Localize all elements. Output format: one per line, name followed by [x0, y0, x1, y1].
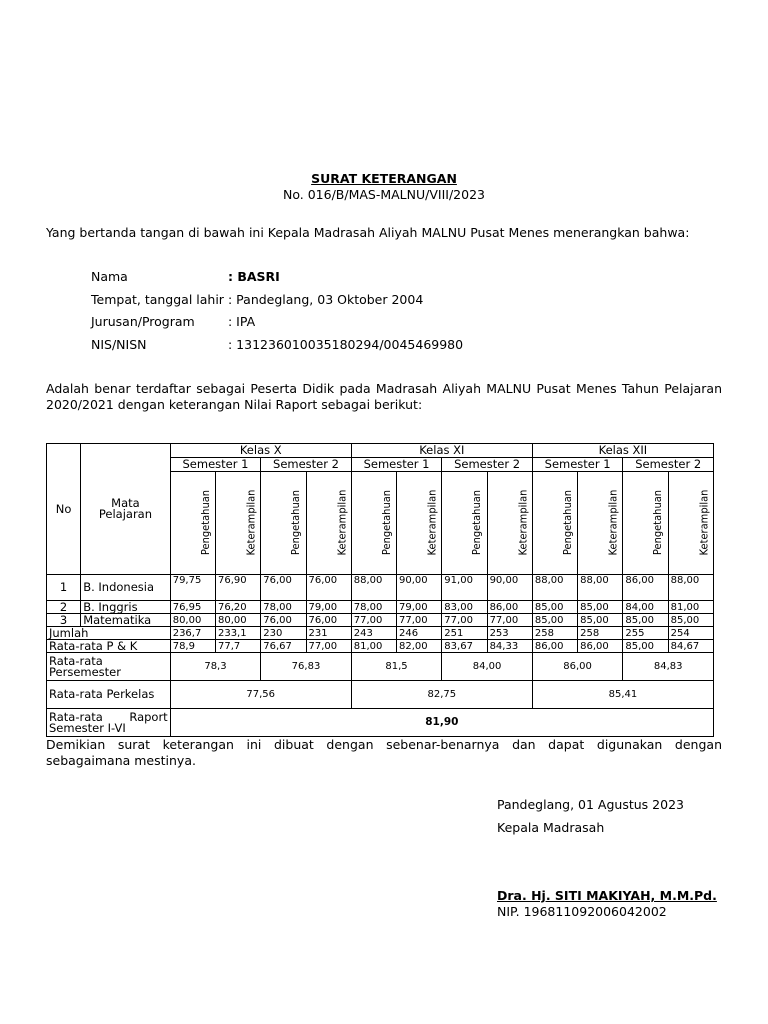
cell-value: 76,00 — [306, 575, 351, 601]
cell-value: 78,3 — [170, 653, 261, 681]
header-aspect: Keterampilan — [606, 489, 620, 556]
field-value-nama: : BASRI — [228, 269, 280, 284]
header-aspect: Keterampilan — [244, 489, 258, 556]
header-semester: Semester 2 — [442, 458, 533, 472]
cell-value: 84,00 — [442, 653, 533, 681]
field-label-nis: NIS/NISN — [91, 337, 147, 352]
cell-value: 76,95 — [170, 601, 215, 614]
cell-value: 243 — [351, 627, 396, 640]
field-value-nis: : 131236010035180294/0045469980 — [228, 337, 464, 352]
statement-paragraph: Adalah benar terdaftar sebagai Peserta Didik pada Madrasah Aliyah MALNU Pusat Menes Tahun Pelajaran 2020/2021 dengan keterangan Nilai Raport sebagai berikut: — [46, 381, 722, 412]
cell-value: 79,00 — [306, 601, 351, 614]
header-class: Kelas XI — [351, 444, 532, 458]
cell-value: 231 — [306, 627, 351, 640]
cell-value: 76,20 — [215, 601, 260, 614]
header-aspect: Pengetahuan — [198, 489, 212, 556]
cell-value: 77,00 — [306, 640, 351, 653]
row-label: Jumlah — [47, 627, 171, 640]
cell-value: 258 — [532, 627, 577, 640]
header-aspect: Keterampilan — [697, 489, 711, 556]
header-semester: Semester 1 — [170, 458, 261, 472]
signature-place-date: Pandeglang, 01 Agustus 2023 — [497, 797, 684, 812]
signature-name: Dra. Hj. SITI MAKIYAH, M.M.Pd. — [497, 888, 717, 903]
cell-value: 78,00 — [261, 601, 306, 614]
signature-position: Kepala Madrasah — [497, 820, 605, 835]
cell-value: 85,41 — [532, 681, 713, 709]
cell-value: 90,00 — [397, 575, 442, 601]
row-number: 3 — [47, 614, 81, 627]
cell-value: 85,00 — [532, 601, 577, 614]
cell-value: 84,00 — [623, 601, 668, 614]
header-semester: Semester 1 — [532, 458, 623, 472]
cell-value: 86,00 — [578, 640, 623, 653]
table-row — [47, 575, 714, 601]
cell-value: 251 — [442, 627, 487, 640]
cell-value: 82,75 — [351, 681, 532, 709]
signature-nip: NIP. 196811092006042002 — [497, 904, 667, 919]
header-class: Kelas XII — [532, 444, 713, 458]
row-number: 1 — [47, 575, 81, 601]
grades-table — [46, 443, 714, 737]
subject-name: B. Indonesia — [81, 575, 171, 601]
cell-value: 85,00 — [668, 614, 713, 627]
cell-value: 258 — [578, 627, 623, 640]
cell-value: 86,00 — [532, 640, 577, 653]
cell-value: 79,00 — [397, 601, 442, 614]
cell-value: 78,9 — [170, 640, 215, 653]
cell-value: 230 — [261, 627, 306, 640]
intro-paragraph: Yang bertanda tangan di bawah ini Kepala Madrasah Aliyah MALNU Pusat Menes menerangkan bahwa: — [46, 225, 690, 240]
header-aspect: Pengetahuan — [379, 489, 393, 556]
cell-value: 84,67 — [668, 640, 713, 653]
cell-value: 91,00 — [442, 575, 487, 601]
cell-value: 86,00 — [487, 601, 532, 614]
row-label: Rata-rata Persemester — [47, 653, 171, 681]
cell-value: 233,1 — [215, 627, 260, 640]
cell-value: 77,00 — [351, 614, 396, 627]
field-label-nama: Nama — [91, 269, 128, 284]
row-number: 2 — [47, 601, 81, 614]
document-title: SURAT KETERANGAN — [311, 171, 457, 186]
field-value-ttl: : Pandeglang, 03 Oktober 2004 — [228, 292, 424, 307]
header-aspect: Pengetahuan — [560, 489, 574, 556]
cell-value: 76,00 — [306, 614, 351, 627]
table-row-jumlah — [47, 627, 714, 640]
table-row-rata-kelas — [47, 681, 714, 709]
cell-value: 88,00 — [668, 575, 713, 601]
subject-name: B. Inggris — [81, 601, 171, 614]
document-number: No. 016/B/MAS-MALNU/VIII/2023 — [282, 187, 485, 202]
cell-value: 83,67 — [442, 640, 487, 653]
cell-value: 81,90 — [170, 709, 713, 737]
header-aspect: Keterampilan — [425, 489, 439, 556]
field-label-jurusan: Jurusan/Program — [91, 314, 195, 329]
header-class: Kelas X — [170, 444, 351, 458]
cell-value: 85,00 — [623, 640, 668, 653]
table-row-rata-raport — [47, 709, 714, 737]
cell-value: 84,33 — [487, 640, 532, 653]
header-subject: Mata Pelajaran — [81, 444, 171, 575]
header-aspect: Pengetahuan — [470, 489, 484, 556]
cell-value: 77,00 — [487, 614, 532, 627]
header-semester: Semester 1 — [351, 458, 442, 472]
cell-value: 86,00 — [623, 575, 668, 601]
header-aspect: Pengetahuan — [651, 489, 665, 556]
cell-value: 81,00 — [668, 601, 713, 614]
cell-value: 88,00 — [532, 575, 577, 601]
row-label: Rata-rata P & K — [47, 640, 171, 653]
header-no: No — [47, 444, 81, 575]
header-aspect: Pengetahuan — [289, 489, 303, 556]
field-label-ttl: Tempat, tanggal lahir — [91, 292, 224, 307]
cell-value: 77,00 — [397, 614, 442, 627]
cell-value: 85,00 — [532, 614, 577, 627]
table-row — [47, 601, 714, 614]
cell-value: 79,75 — [170, 575, 215, 601]
cell-value: 236,7 — [170, 627, 215, 640]
cell-value: 84,83 — [623, 653, 714, 681]
cell-value: 85,00 — [623, 614, 668, 627]
cell-value: 80,00 — [170, 614, 215, 627]
cell-value: 246 — [397, 627, 442, 640]
header-semester: Semester 2 — [261, 458, 352, 472]
cell-value: 76,67 — [261, 640, 306, 653]
cell-value: 77,7 — [215, 640, 260, 653]
cell-value: 90,00 — [487, 575, 532, 601]
cell-value: 82,00 — [397, 640, 442, 653]
header-semester: Semester 2 — [623, 458, 714, 472]
header-aspect: Keterampilan — [334, 489, 348, 556]
row-label: Rata-rata Perkelas — [47, 681, 171, 709]
table-row-rata-semester — [47, 653, 714, 681]
subject-name: Matematika — [81, 614, 171, 627]
cell-value: 80,00 — [215, 614, 260, 627]
row-label: Rata-rata Raport Semester I-VI — [47, 709, 171, 737]
header-aspect: Keterampilan — [516, 489, 530, 556]
cell-value: 83,00 — [442, 601, 487, 614]
cell-value: 76,00 — [261, 575, 306, 601]
cell-value: 86,00 — [532, 653, 623, 681]
cell-value: 254 — [668, 627, 713, 640]
cell-value: 81,5 — [351, 653, 442, 681]
closing-paragraph: Demikian surat keterangan ini dibuat dengan sebenar-benarnya dan dapat digunakan dengan sebagaimana mestinya. — [46, 737, 722, 768]
cell-value: 77,00 — [442, 614, 487, 627]
cell-value: 88,00 — [351, 575, 396, 601]
cell-value: 76,00 — [261, 614, 306, 627]
cell-value: 255 — [623, 627, 668, 640]
cell-value: 77,56 — [170, 681, 351, 709]
cell-value: 78,00 — [351, 601, 396, 614]
cell-value: 76,83 — [261, 653, 352, 681]
cell-value: 81,00 — [351, 640, 396, 653]
cell-value: 85,00 — [578, 601, 623, 614]
field-value-jurusan: : IPA — [228, 314, 256, 329]
table-row-rata-pk — [47, 640, 714, 653]
cell-value: 88,00 — [578, 575, 623, 601]
cell-value: 85,00 — [578, 614, 623, 627]
cell-value: 253 — [487, 627, 532, 640]
table-row — [47, 614, 714, 627]
cell-value: 76,90 — [215, 575, 260, 601]
